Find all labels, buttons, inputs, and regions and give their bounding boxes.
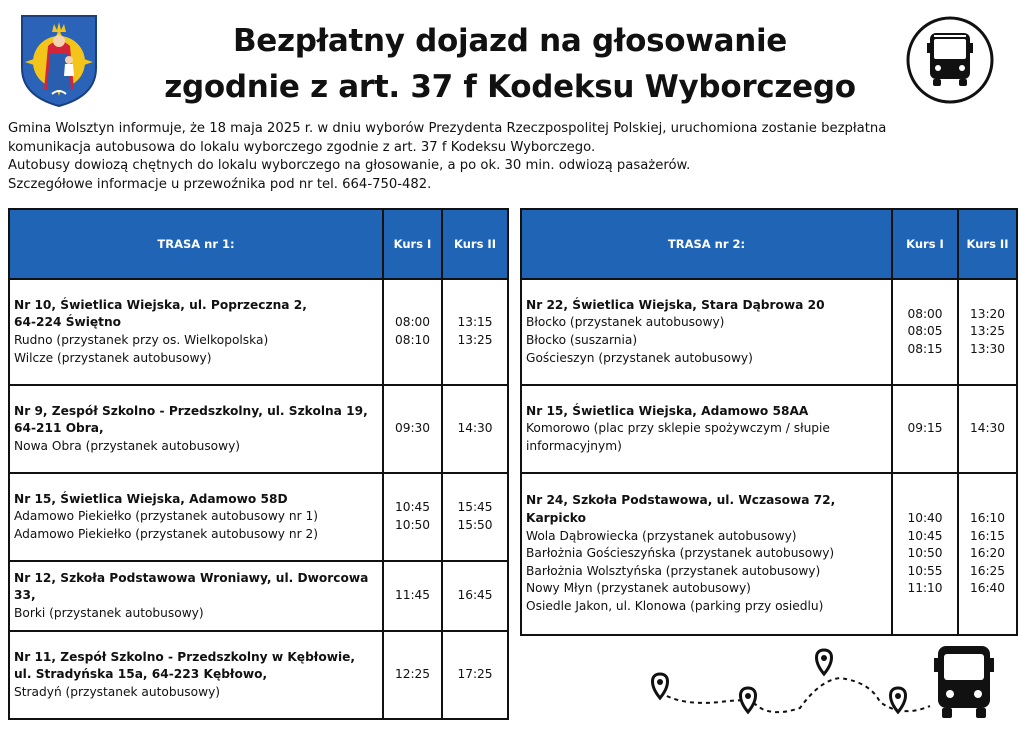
time: 14:30: [969, 421, 1006, 436]
time: 12:25: [394, 667, 431, 682]
polling-station: Nr 11, Zespół Szkolno - Przedszkolny w Kębłowie,: [14, 649, 356, 664]
stop-cell: [521, 279, 892, 385]
kurs-2-header: Kurs II: [442, 209, 508, 279]
time: 13:30: [969, 341, 1006, 356]
stop-cell: [9, 561, 383, 631]
time: 09:15: [907, 421, 943, 436]
intro-text: [8, 120, 1008, 194]
polling-station: Nr 22, Świetlica Wiejska, Stara Dąbrowa 20: [526, 297, 825, 312]
time: 10:40: [907, 511, 943, 526]
polling-station: Nr 15, Świetlica Wiejska, Adamowo 58AA: [526, 403, 809, 418]
time: 10:45: [394, 500, 431, 515]
polling-station: Nr 10, Świetlica Wiejska, ul. Poprzeczna 2,: [14, 297, 307, 312]
kurs-1-cell: [383, 385, 442, 473]
stop-cell: [9, 279, 383, 385]
table-row: [9, 473, 508, 561]
bus-stop: Nowa Obra (przystanek autobusowy): [14, 438, 241, 453]
table-row: [9, 561, 508, 631]
kurs-1-cell: [383, 279, 442, 385]
bus-stop: Gościeszyn (przystanek autobusowy): [526, 350, 753, 365]
table-row: [9, 279, 508, 385]
coat-of-arms-icon: [16, 10, 102, 108]
kurs-2-cell: [442, 385, 508, 473]
kurs-1-header: Kurs I: [892, 209, 958, 279]
kurs-2-cell: [442, 473, 508, 561]
stop-cell: [521, 473, 892, 635]
time: 09:30: [394, 421, 431, 436]
kurs-2-cell: [442, 631, 508, 719]
route-2-table: [520, 208, 1018, 636]
kurs-1-cell: [383, 631, 442, 719]
table-header-row: [521, 209, 1017, 279]
stop-cell: [9, 385, 383, 473]
bus-stop: Osiedle Jakon, ul. Klonowa (parking przy osiedlu): [526, 598, 824, 613]
time: 10:50: [907, 546, 943, 561]
time: 17:25: [457, 667, 493, 682]
bus-stop: Wola Dąbrowiecka (przystanek autobusowy): [526, 528, 797, 543]
time: 13:25: [969, 324, 1006, 339]
route-pins-icon: [640, 640, 1000, 726]
kurs-1-cell: [383, 561, 442, 631]
time: 11:10: [907, 581, 943, 596]
time: 15:45: [457, 500, 493, 515]
time: 10:50: [394, 518, 431, 532]
time: 10:55: [907, 563, 943, 578]
table-row: [521, 385, 1017, 473]
time: 13:25: [457, 333, 493, 347]
time: 16:15: [969, 528, 1006, 543]
time: 16:45: [457, 588, 493, 603]
time: 11:45: [394, 588, 431, 603]
title-line-1: Bezpłatny dojazd na głosowanie: [232, 23, 788, 59]
stop-cell: [9, 473, 383, 561]
kurs-1-cell: [892, 279, 958, 385]
time: 08:00: [907, 306, 943, 321]
time: 16:25: [969, 563, 1006, 578]
bus-stop: Stradyń (przystanek autobusowy): [14, 684, 221, 699]
bus-stop: Błocko (przystanek autobusowy): [526, 315, 725, 330]
bus-stop: Barłożnia Wolsztyńska (przystanek autobusowy): [526, 563, 821, 578]
polling-station: 64-211 Obra,: [14, 421, 104, 436]
polling-station: ul. Stradyńska 15a, 64-223 Kębłowo,: [14, 667, 268, 682]
bus-icon: [905, 15, 995, 105]
time: 08:15: [907, 341, 943, 356]
kurs-1-cell: [892, 473, 958, 635]
polling-station: 64-224 Świętno: [14, 315, 122, 330]
time: 13:15: [457, 315, 493, 330]
time: 08:10: [394, 333, 431, 347]
route-1-header: TRASA nr 1:: [9, 209, 383, 279]
bus-stop: Barłożnia Gościeszyńska (przystanek autobusowy): [526, 546, 835, 561]
bus-stop: Błocko (suszarnia): [526, 333, 638, 347]
bus-stop: Borki (przystanek autobusowy): [14, 605, 204, 620]
stop-cell: [521, 385, 892, 473]
time: 16:20: [969, 546, 1006, 561]
route-2-header: TRASA nr 2:: [521, 209, 892, 279]
time: 14:30: [457, 421, 493, 436]
time: 08:00: [394, 315, 431, 330]
bus-stop: Nowy Młyn (przystanek autobusowy): [526, 581, 751, 596]
time: 16:10: [969, 511, 1006, 526]
kurs-1-cell: [383, 473, 442, 561]
kurs-2-cell: [958, 473, 1017, 635]
route-1-table: [8, 208, 509, 720]
kurs-2-cell: [442, 561, 508, 631]
intro-line: Szczegółowe informacje u przewoźnika pod nr tel. 664-750-482.: [8, 176, 432, 192]
polling-station: Nr 24, Szkoła Podstawowa, ul. Wczasowa 72, Karpicko: [526, 493, 836, 526]
table-row: [521, 473, 1017, 635]
time: 15:50: [457, 518, 493, 532]
intro-line: Gmina Wolsztyn informuje, że 18 maja 2025 r. w dniu wyborów Prezydenta Rzeczpospolitej Polskiej, uruchomiona zostanie bezpłatna: [8, 121, 887, 136]
stop-cell: [9, 631, 383, 719]
kurs-2-header: Kurs II: [958, 209, 1017, 279]
intro-line: Autobusy dowiozą chętnych do lokalu wyborczego na głosowanie, a po ok. 30 min. odwiozą pasażerów.: [8, 158, 691, 174]
page-title: [150, 18, 870, 110]
bus-stop: informacyjnym): [526, 438, 622, 453]
bus-stop: Adamowo Piekiełko (przystanek autobusowy nr 2): [14, 526, 319, 541]
bus-stop: Wilcze (przystanek autobusowy): [14, 350, 212, 365]
bus-stop: Komorowo (plac przy sklepie spożywczym / słupie: [526, 421, 830, 436]
kurs-2-cell: [958, 385, 1017, 473]
table-row: [9, 631, 508, 719]
bus-stop: Rudno (przystanek przy os. Wielkopolska): [14, 333, 269, 347]
title-line-2: zgodnie z art. 37 f Kodeksu Wyborczego: [164, 69, 856, 105]
time: 08:05: [907, 324, 943, 339]
time: 16:40: [969, 581, 1006, 596]
bus-stop: Adamowo Piekiełko (przystanek autobusowy nr 1): [14, 509, 319, 524]
polling-station: Nr 12, Szkoła Podstawowa Wroniawy, ul. Dworcowa 33,: [14, 570, 369, 603]
intro-line: komunikacja autobusowa do lokalu wyborczego zgodnie z art. 37 f Kodeksu Wyborczego.: [8, 139, 596, 155]
kurs-2-cell: [958, 279, 1017, 385]
kurs-1-header: Kurs I: [383, 209, 442, 279]
polling-station: Nr 15, Świetlica Wiejska, Adamowo 58D: [14, 491, 288, 506]
table-row: [9, 385, 508, 473]
time: 10:45: [907, 528, 943, 543]
table-row: [521, 279, 1017, 385]
polling-station: Nr 9, Zespół Szkolno - Przedszkolny, ul. Szkolna 19,: [14, 403, 368, 418]
kurs-1-cell: [892, 385, 958, 473]
time: 13:20: [969, 306, 1006, 321]
kurs-2-cell: [442, 279, 508, 385]
table-header-row: [9, 209, 508, 279]
